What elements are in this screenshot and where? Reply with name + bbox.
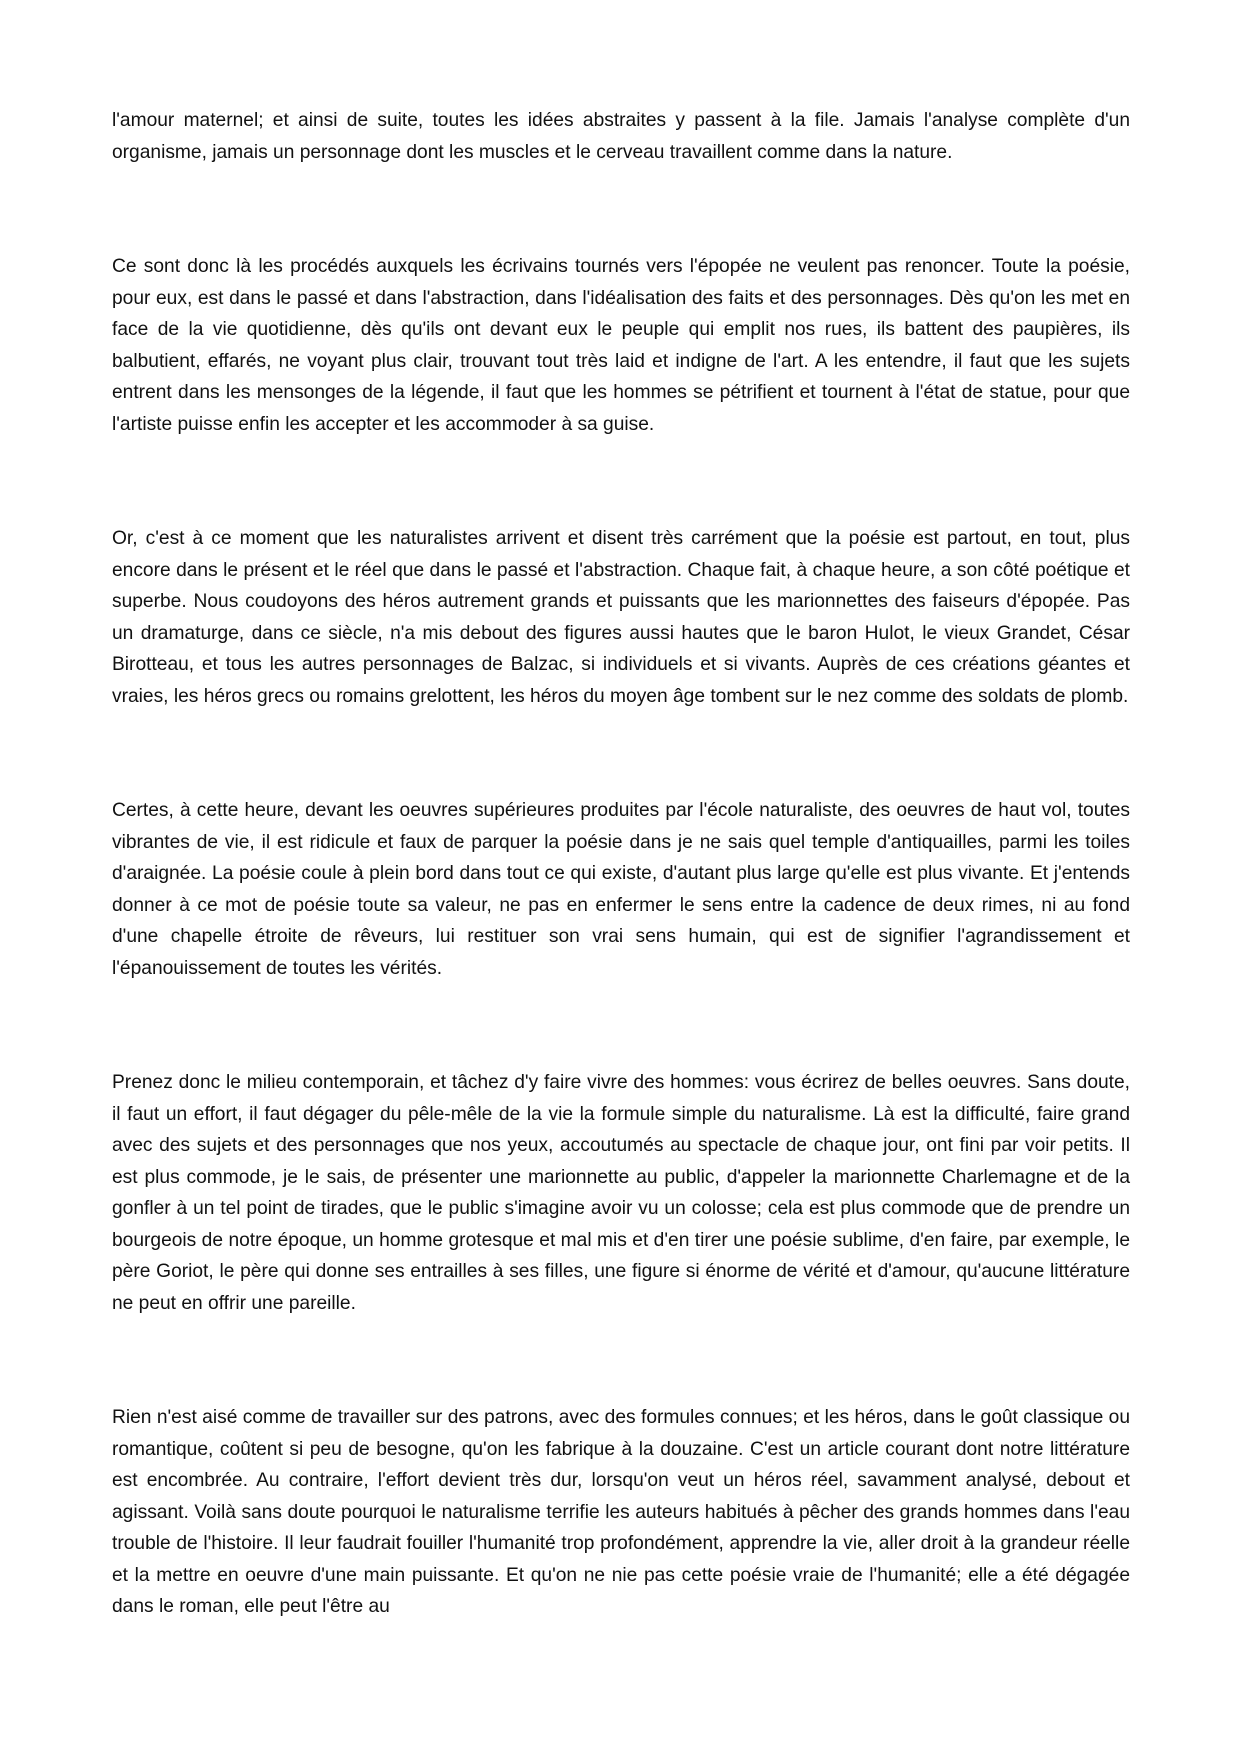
paragraph-5: Prenez donc le milieu contemporain, et tâchez d'y faire vivre des hommes: vous écrirez de belles oeuvres. Sans doute, il faut un effort, il faut dégager du pêle-mêle de la vie la formule simple du naturalisme. Là est la difficulté, faire grand avec des sujets et des personnages que nos yeux, accoutumés au spectacle de chaque jour, ont fini par voir petits. Il est plus commode, je le sais, de présenter une marionnette au public, d'appeler la marionnette Charlemagne et de la gonfler à un tel point de tirades, que le public s'imagine avoir vu un colosse; cela est plus commode que de prendre un bourgeois de notre époque, un homme grotesque et mal mis et d'en tirer une poésie sublime, d'en faire, par exemple, le père Goriot, le père qui donne ses entrailles à ses filles, une figure si énorme de vérité et d'amour, qu'aucune littérature ne peut en offrir une pareille. (112, 1072, 1130, 1314)
paragraph-6: Rien n'est aisé comme de travailler sur des patrons, avec des formules connues; et les héros, dans le goût classique ou romantique, coûtent si peu de besogne, qu'on les fabrique à la douzaine. C'est un article courant dont notre littérature est encombrée. Au contraire, l'effort devient très dur, lorsqu'on veut un héros réel, savamment analysé, debout et agissant. Voilà sans doute pourquoi le naturalisme terrifie les auteurs habitués à pêcher des grands hommes dans l'eau trouble de l'histoire. Il leur faudrait fouiller l'humanité trop profondément, apprendre la vie, aller droit à la grandeur réelle et la mettre en oeuvre d'une main puissante. Et qu'on ne nie pas cette poésie vraie de l'humanité; elle a été dégagée dans le roman, elle peut l'être au (112, 1407, 1130, 1617)
paragraph-3: Or, c'est à ce moment que les naturalistes arrivent et disent très carrément que la poésie est partout, en tout, plus encore dans le présent et le réel que dans le passé et l'abstraction. Chaque fait, à chaque heure, a son côté poétique et superbe. Nous coudoyons des héros autrement grands et puissants que les marionnettes des faiseurs d'épopée. Pas un dramaturge, dans ce siècle, n'a mis debout des figures aussi hautes que le baron Hulot, le vieux Grandet, César Birotteau, et tous les autres personnages de Balzac, si individuels et si vivants. Auprès de ces créations géantes et vraies, les héros grecs ou romains grelottent, les héros du moyen âge tombent sur le nez comme des soldats de plomb. (112, 528, 1130, 707)
paragraph-2: Ce sont donc là les procédés auxquels les écrivains tournés vers l'épopée ne veulent pas renoncer. Toute la poésie, pour eux, est dans le passé et dans l'abstraction, dans l'idéalisation des faits et des personnages. Dès qu'on les met en face de la vie quotidienne, dès qu'ils ont devant eux le peuple qui emplit nos rues, ils battent des paupières, ils balbutient, effarés, ne voyant plus clair, trouvant tout très laid et indigne de l'art. A les entendre, il faut que les sujets entrent dans les mensonges de la légende, il faut que les hommes se pétrifient et tournent à l'état de statue, pour que l'artiste puisse enfin les accepter et les accommoder à sa guise. (112, 256, 1130, 435)
paragraph-4: Certes, à cette heure, devant les oeuvres supérieures produites par l'école naturaliste, des oeuvres de haut vol, toutes vibrantes de vie, il est ridicule et faux de parquer la poésie dans je ne sais quel temple d'antiquailles, parmi les toiles d'araignée. La poésie coule à plein bord dans tout ce qui existe, d'autant plus large qu'elle est plus vivante. Et j'entends donner à ce mot de poésie toute sa valeur, ne pas en enfermer le sens entre la cadence de deux rimes, ni au fond d'une chapelle étroite de rêveurs, lui restituer son vrai sens humain, qui est de signifier l'agrandissement et l'épanouissement de toutes les vérités. (112, 800, 1130, 979)
paragraph-1: l'amour maternel; et ainsi de suite, toutes les idées abstraites y passent à la file. Jamais l'analyse complète d'un organisme, jamais un personnage dont les muscles et le cerveau travaillent comme dans la nature. (112, 110, 1130, 163)
document-page (112, 105, 1130, 1623)
